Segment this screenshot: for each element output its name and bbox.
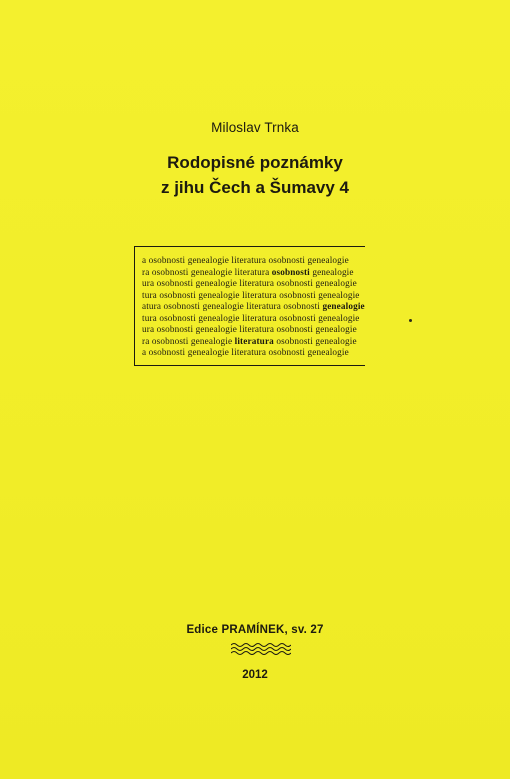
word-box-text: a osobnosti genealogie literatura osobnosti genealogie	[142, 255, 349, 265]
publication-year: 2012	[242, 669, 268, 681]
word-box-text-after: genealogie	[309, 266, 354, 277]
word-box-text: ra osobnosti genealogie literatura	[142, 266, 272, 277]
word-box-line	[142, 278, 357, 288]
word-box-text: ura osobnosti genealogie literatura osobnosti genealogie	[142, 278, 357, 288]
word-box-text: atura osobnosti genealogie literatura osobnosti	[142, 301, 323, 311]
word-box-bold-word: genealogie	[322, 301, 365, 311]
word-box-line	[142, 313, 360, 323]
word-box-text-after: osobnosti genealogie	[273, 335, 357, 346]
word-box-line	[142, 324, 357, 334]
word-box-line	[142, 336, 357, 346]
word-pattern-box	[134, 246, 365, 366]
title-line-2: z jihu Čech a Šumavy 4	[160, 178, 349, 197]
word-box-text: tura osobnosti genealogie literatura osobnosti genealogie	[142, 289, 360, 300]
word-box-text: ura osobnosti genealogie literatura osobnosti genealogie	[142, 324, 357, 334]
word-box-text: a osobnosti genealogie literatura osobnosti genealogie	[142, 347, 349, 357]
word-box-line	[142, 347, 349, 357]
wave-ornament-icon	[231, 641, 291, 655]
word-box-line	[142, 255, 349, 265]
word-box-line	[142, 301, 365, 311]
title-line-1: Rodopisné poznámky	[167, 153, 343, 172]
word-box-bold-word: literatura	[234, 335, 274, 346]
edition-label: Edice PRAMÍNEK, sv. 27	[186, 624, 324, 636]
author-name: Miloslav Trnka	[211, 120, 299, 135]
word-box-line	[142, 290, 360, 300]
word-box-line	[142, 267, 354, 277]
word-box-text: ra osobnosti genealogie	[142, 335, 235, 346]
word-box-bold-word: osobnosti	[271, 266, 310, 277]
corner-dot	[409, 319, 412, 322]
word-box-text: tura osobnosti genealogie literatura osobnosti genealogie	[142, 312, 360, 323]
